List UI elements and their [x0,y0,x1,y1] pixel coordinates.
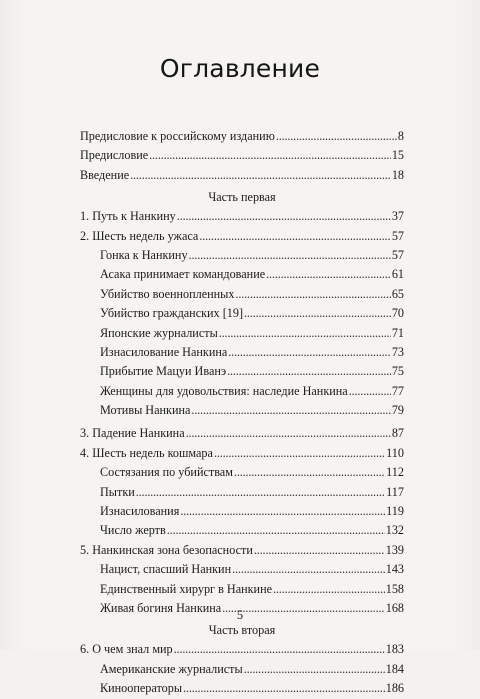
toc-entry-page: 158 [385,581,404,596]
dot-leader [189,246,391,265]
dot-leader [276,127,397,146]
dot-leader [234,463,385,482]
toc-entry [80,227,404,246]
toc-subentry [80,580,404,599]
toc-subentry [80,343,404,362]
toc-subentry [80,463,404,482]
toc-entry-page: 119 [386,504,404,519]
toc-entry-page: 112 [386,465,404,480]
dot-leader [136,483,385,502]
dot-leader [191,401,390,420]
toc-entry-title: Предисловие к российскому изданию [80,129,275,143]
toc-entry-title: Единственный хирург в Нанкине [100,581,273,596]
dot-leader [349,382,391,401]
toc-entry-title: Живая богиня Нанкина [100,600,222,615]
toc-entry [80,146,404,165]
dot-leader [227,362,391,381]
dot-leader [180,502,385,521]
toc-entry-title: Изнасилование Нанкина [100,344,228,359]
toc-entry-title: 5. Нанкинская зона безопасности [80,542,253,557]
toc-entry-page: 77 [391,383,404,398]
dot-leader [254,541,385,560]
toc-entry-page: 132 [385,523,404,538]
dot-leader [174,640,385,659]
toc-entry-page: 184 [385,661,404,676]
dot-leader [235,285,390,304]
toc-entry-title: 1. Путь к Нанкину [80,209,176,224]
toc-entry-title: 2. Шесть недель ужаса [80,228,199,243]
toc-entry-page: 57 [391,247,404,262]
toc-entry-title: 6. О чем знал мир [80,642,173,657]
toc-entry-page: 8 [397,129,404,143]
toc-entry-title: Предисловие [80,148,149,163]
toc-entry [80,127,404,146]
toc-entry-title: Число жертв [100,523,166,538]
toc-entry [80,444,404,463]
toc-subentry [80,362,404,381]
toc-entry-page: 65 [391,286,404,301]
toc-subentry [80,502,404,521]
dot-leader [266,265,391,284]
toc-entry-title: Убийство военнопленных [100,286,235,301]
dot-leader [130,166,391,185]
toc-entry [80,640,404,659]
dot-leader [232,560,385,579]
toc-entry-title: Пытки [100,484,135,499]
toc-subentry [80,304,404,323]
toc-subentry [80,521,404,540]
dot-leader [199,227,390,246]
toc-entry [80,207,404,226]
page-title: Оглавление [159,54,321,83]
toc-entry-page: 168 [385,600,404,615]
toc-entry-title: 3. Падение Нанкина [80,426,185,441]
dot-leader [167,521,385,540]
toc-entry-page: 18 [391,167,404,182]
toc-subentry [80,679,404,698]
toc-entry-page: 75 [391,364,404,379]
toc-entry-page: 186 [385,681,404,696]
toc-subentry [80,382,404,401]
dot-leader [214,444,385,463]
toc-entry-page: 73 [391,344,404,359]
toc-entry-title: Японские журналисты [100,325,218,340]
toc-entry-title: Американские журналисты [100,661,243,676]
toc-entry-title: Нацист, спасший Нанкин [100,562,232,577]
toc-entry-title: Гонка к Нанкину [100,247,188,262]
toc-entry-title: 4. Шесть недель кошмара [80,445,213,460]
toc-subentry [80,285,404,304]
toc-entry-page: 79 [391,403,404,418]
dot-leader [219,324,391,343]
dot-leader [244,304,391,323]
toc-section-heading: Часть вторая [208,623,276,638]
page-number: 5 [236,608,244,622]
toc-subentry [80,660,404,679]
dot-leader [183,679,385,698]
dot-leader [228,343,391,362]
toc-entry-page: 139 [385,542,404,557]
dot-leader [149,146,391,165]
toc-entry-page: 183 [385,642,404,657]
toc-entry-page: 70 [391,306,404,321]
dot-leader [177,207,391,226]
toc-entry-title: Изнасилования [100,504,180,519]
toc-entry-page: 15 [391,148,404,163]
toc-subentry [80,246,404,265]
toc-entry-page: 110 [386,445,404,460]
toc-entry-page: 117 [386,484,404,499]
toc-entry-page: 37 [391,209,404,224]
toc-entry [80,166,404,185]
toc-entry-title: Кинооператоры [100,681,183,696]
toc-entry-title: Прибытие Мацуи Иванэ [100,364,227,379]
toc-entry-page: 71 [391,325,404,340]
toc-subentry [80,401,404,420]
toc-entry-title: Асака принимает командование [100,267,266,282]
toc-entry-page: 61 [391,267,404,282]
dot-leader [273,580,385,599]
toc-entry [80,424,404,443]
toc-entry-page: 87 [391,426,404,441]
toc-entry-title: Состязания по убийствам [100,465,233,480]
toc-entry-title: Убийство гражданских [19] [100,306,244,321]
toc-entry-page: 143 [385,562,404,577]
toc-subentry [80,324,404,343]
dot-leader [186,424,391,443]
toc-subentry [80,560,404,579]
toc-entry-title: Мотивы Нанкина [100,403,191,418]
toc-entry-title: Введение [80,167,130,182]
toc-entry-title: Женщины для удовольствия: наследие Нанкина [100,383,348,398]
toc-section-heading: Часть первая [208,190,276,205]
dot-leader [244,660,385,679]
toc-entry-page: 57 [391,228,404,243]
toc-subentry [80,483,404,502]
toc-entry [80,541,404,560]
toc-subentry [80,265,404,284]
